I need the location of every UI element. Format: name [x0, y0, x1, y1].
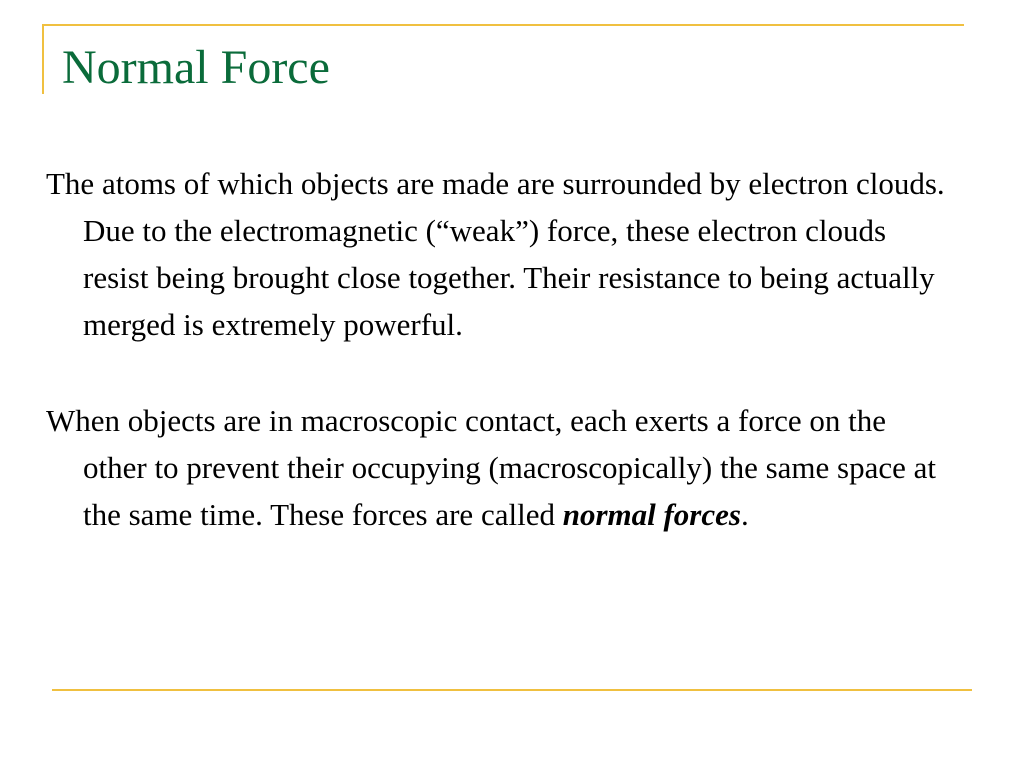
normal-forces-term: normal forces	[562, 497, 741, 532]
paragraph-end-punctuation: .	[740, 497, 749, 532]
paragraph-electron-clouds: The atoms of which objects are made are surrounded by electron clouds. Due to the electromagnetic (“weak”) force, these electron clouds resist being brought close together. Their resistance to being actually merged is extremely powerful.	[46, 166, 945, 342]
paragraph-normal-forces-text: When objects are in macroscopic contact, each exerts a force on the other to prevent their occupying (macroscopically) the same space at the same time. These forces are called	[46, 403, 937, 532]
title-accent-line	[42, 24, 964, 26]
slide-body	[46, 160, 946, 538]
slide-title: Normal Force	[62, 41, 330, 94]
paragraph-normal-forces	[46, 397, 946, 538]
title-accent-bar	[42, 24, 44, 94]
footer-accent-line	[52, 689, 972, 691]
